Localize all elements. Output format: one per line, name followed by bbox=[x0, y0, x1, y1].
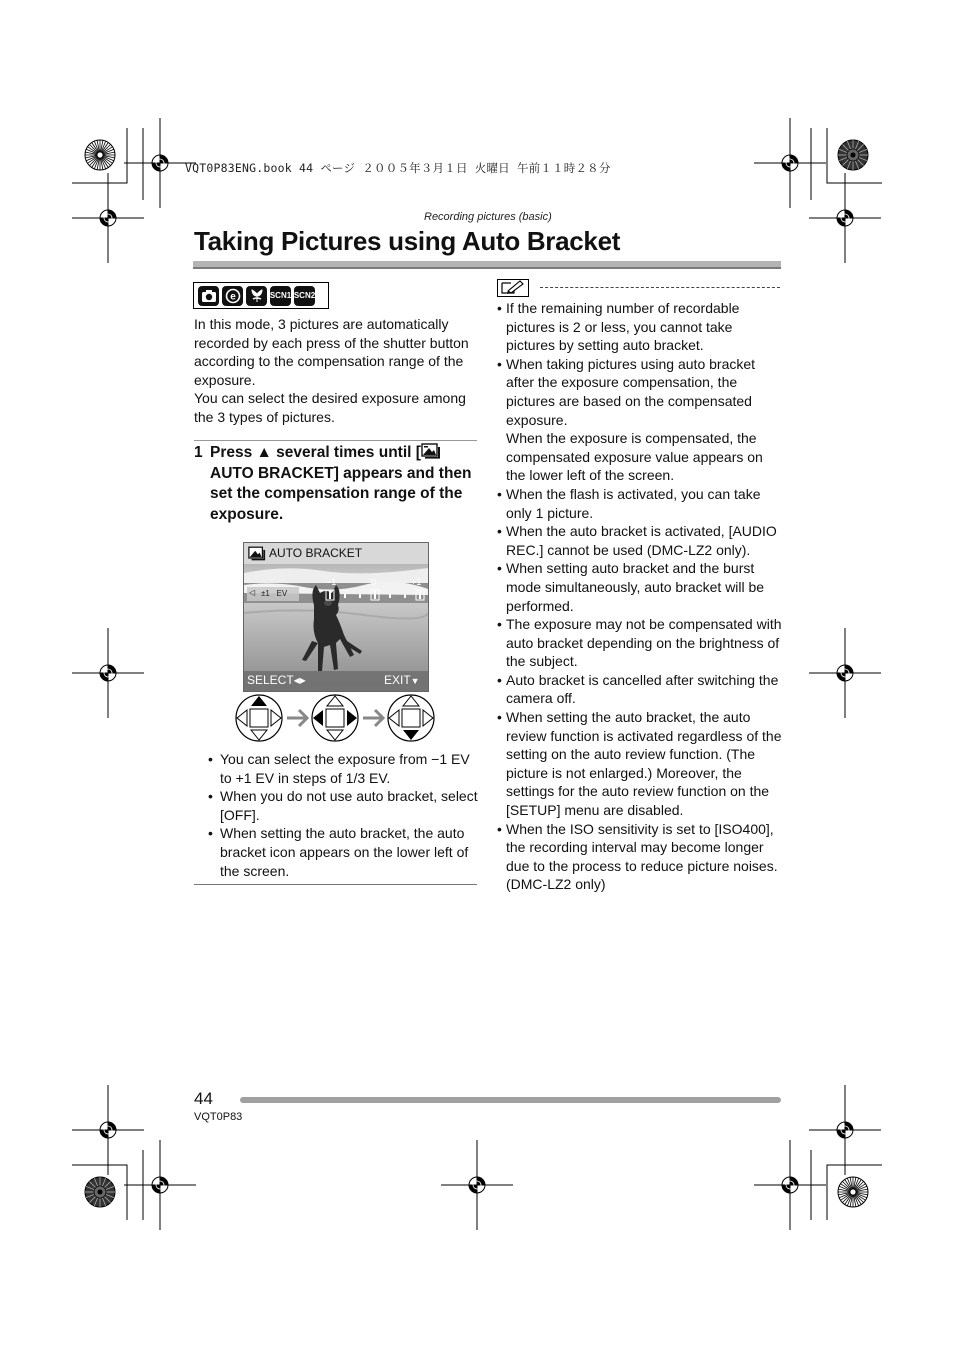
note-dashed-rule bbox=[540, 287, 780, 288]
note-pencil-icon bbox=[498, 280, 527, 295]
svg-text:e: e bbox=[229, 291, 236, 302]
list-item: • The exposure may not be compensated with auto bracket depending on the brightness of the subject. bbox=[497, 615, 782, 671]
step-1 bbox=[194, 443, 477, 525]
auto-bracket-icon bbox=[421, 443, 441, 459]
camera-lcd-screen bbox=[243, 542, 429, 692]
list-item: • When the ISO sensitivity is set to [ISO400], the recording interval may become longer due to the process to reduce picture noises. (DMC-LZ2 only) bbox=[497, 820, 782, 894]
cursor-button-down-icon bbox=[388, 695, 434, 741]
list-item: • Auto bracket is cancelled after switching the camera off. bbox=[497, 671, 782, 708]
ev-value: ±1 EV bbox=[261, 589, 288, 598]
lcd-title: AUTO BRACKET bbox=[269, 546, 363, 560]
scene1-mode-icon: SCN1 bbox=[270, 286, 291, 306]
scene2-mode-icon: SCN2 bbox=[294, 286, 315, 306]
title-underline-bar bbox=[193, 261, 781, 269]
note-continuation: When the exposure is compensated, the compensated exposure value appears on the lower left of the screen. bbox=[506, 430, 763, 484]
left-bottom-divider bbox=[194, 884, 477, 885]
lcd-select-label: SELECT◂▸ bbox=[247, 673, 306, 687]
scale-label-minus1: −1 bbox=[326, 577, 337, 587]
arrow-right-2-icon bbox=[363, 710, 383, 726]
note-box bbox=[497, 279, 529, 297]
scale-label-zero: 0 bbox=[371, 577, 377, 587]
list-item: • When the auto bracket is activated, [AUDIO REC.] cannot be used (DMC-LZ2 only). bbox=[497, 522, 782, 559]
note-text: When taking pictures using auto bracket after the exposure compensation, the pictures are based on the compensated exposure. bbox=[506, 355, 756, 428]
notes-list bbox=[497, 299, 782, 894]
list-item bbox=[497, 355, 782, 485]
list-item: • When the flash is activated, you can take only 1 picture. bbox=[497, 485, 782, 522]
list-item: • When setting the auto bracket, the auto review function is activated regardless of the setting on the auto review function. (The picture is not enlarged.) Moreover, the settings for the auto review function on the [SETUP] menu are disabled. bbox=[497, 708, 782, 820]
step-top-divider bbox=[194, 440, 477, 441]
exit-down-arrow-icon: ▼ bbox=[410, 676, 420, 686]
running-head: Recording pictures (basic) bbox=[424, 211, 552, 223]
footer-bar bbox=[240, 1097, 781, 1103]
print-header: VQT0P83ENG.book 44 ページ ２００５年３月１日 火曜日 午前１１時２８分 bbox=[185, 161, 611, 175]
page-title: Taking Pictures using Auto Bracket bbox=[194, 226, 621, 256]
mode-icons-box bbox=[193, 282, 329, 309]
intro-paragraph-2: You can select the desired exposure among the 3 types of pictures. bbox=[194, 390, 466, 425]
intro-text bbox=[194, 315, 479, 427]
beach-dog-photo bbox=[244, 543, 428, 691]
cursor-button-up-icon bbox=[236, 695, 282, 741]
page-code: VQT0P83 bbox=[194, 1111, 243, 1123]
step-text-after: AUTO BRACKET] appears and then set the compensation range of the exposure. bbox=[210, 464, 472, 523]
list-item: • You can select the exposure from −1 EV to +1 EV in steps of 1/3 EV. bbox=[208, 750, 480, 787]
list-item: • If the remaining number of recordable pictures is 2 or less, you cannot take pictures by setting auto bracket. bbox=[497, 299, 782, 355]
left-bullets bbox=[208, 750, 480, 880]
lcd-exit-label bbox=[384, 673, 420, 687]
step-text-before: Press ▲ several times until [ bbox=[210, 444, 421, 461]
list-item: • When setting the auto bracket, the auto bracket icon appears on the lower left of the screen. bbox=[208, 824, 480, 880]
lcd-exit-text: EXIT bbox=[384, 673, 411, 687]
cursor-button-left-right-icon bbox=[312, 695, 358, 741]
step-number: 1 bbox=[194, 444, 203, 461]
lcd-auto-bracket-icon bbox=[248, 546, 266, 561]
lcd-ev-readout bbox=[247, 587, 299, 601]
camera-mode-icon bbox=[198, 286, 219, 306]
arrow-right-1-icon bbox=[287, 710, 307, 726]
scale-label-plus1: +1 bbox=[411, 577, 422, 587]
list-item: • When setting auto bracket and the burst mode simultaneously, auto bracket will be performed. bbox=[497, 559, 782, 615]
exposure-scale bbox=[324, 589, 426, 601]
cursor-button-sequence bbox=[230, 692, 440, 744]
page-number: 44 bbox=[194, 1089, 213, 1108]
ev-left-arrow-icon: ◁ bbox=[249, 588, 256, 597]
macro-mode-icon bbox=[246, 286, 267, 306]
step-instruction bbox=[194, 443, 477, 525]
economy-mode-icon bbox=[222, 286, 243, 306]
intro-paragraph-1: In this mode, 3 pictures are automatically recorded by each press of the shutter button according to the compensation range of the exposure. bbox=[194, 316, 469, 388]
list-item: • When you do not use auto bracket, select [OFF]. bbox=[208, 787, 480, 824]
